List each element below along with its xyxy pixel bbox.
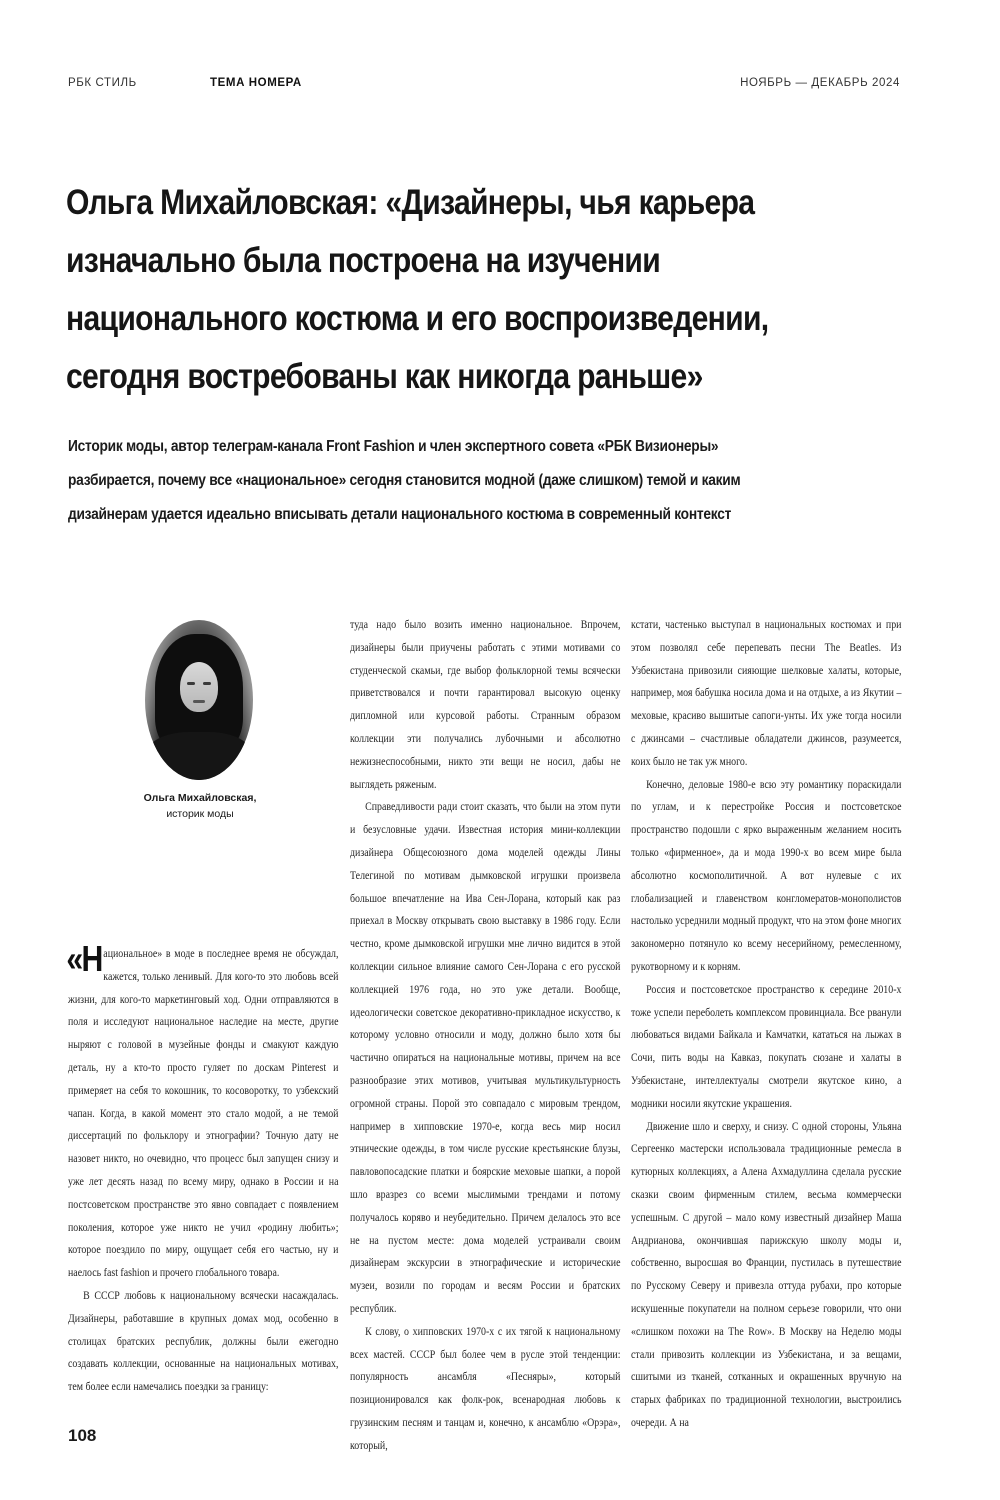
article-paragraph: Конечно, деловые 1980-е всю эту романтику пораскидали по углам, и к перестройке Россия и постсоветское пространство подошли с ярко выраженным желанием носить только «фирменное», да и мода 1990-х во всем мире была абсолютно космополитичной. А вот нулевые с их глобализацией и главенством конгломератов-монополистов настолько усреднили модный продукт, что на этом фоне многих закономерно потянуло ко всему несерийному, ремесленному, рукотворному и к корням. [631, 776, 902, 973]
drop-cap: «Н [66, 938, 102, 979]
article-paragraph: В СССР любовь к национальному всячески насаждалась. Дизайнеры, работавшие в крупных домах мод, особенно в столицах братских республик, должны были ежегодно создавать коллекции, основанные на национальных мотивах, тем более если намечались поездки за границу: [68, 1287, 339, 1394]
article-paragraph: Движение шло и сверху, и снизу. С одной стороны, Ульяна Сергеенко мастерски использовала традиционные ремесла в кутюрных коллекциях, а Алена Ахмадуллина сделала русские сказки своим фирменным стилем, весьма коммерчески успешным. С другой – мало кому известный дизайнер Маша Андрианова, окончившая парижскую школу моды и, собственно, выросшая во Франции, пустилась в путешествие по Русскому Северу и привезла оттуда рубахи, про которые искушенные покупатели на полном серьезе говорили, что они «слишком похожи на The Row». В Москву на Неделю моды стали привозить коллекции из Узбекистана, и за вещами, сшитыми из тканей, сотканных и окрашенных вручную на старых фабриках по традиционной технологии, выстроились очереди. А на [631, 1118, 902, 1429]
title-line: изначально была построена на изучении [66, 241, 661, 280]
article-paragraph: туда надо было возить именно национальное. Впрочем, дизайнеры были приучены работать с этими мотивами со студенческой скамьи, где выбор фольклорной темы всячески приветствовался и почти гарантировал высокую оценку дипломной или курсовой работы. Странным образом коллекции эти получались лубочными и абсолютно нежизнеспособными, никто эти вещи не носил, дабы не выглядеть ряженым. [350, 617, 621, 791]
magazine-name: РБК СТИЛЬ [68, 77, 137, 89]
title-line: Ольга Михайловская: «Дизайнеры, чья карьера [66, 183, 755, 222]
author-portrait [145, 620, 253, 780]
caption-name: Ольга Михайловская, [143, 792, 257, 804]
article-paragraph [66, 938, 339, 1284]
issue-date: НОЯБРЬ — ДЕКАБРЬ 2024 [740, 77, 900, 89]
article-column-3 [631, 613, 901, 1434]
portrait-caption [100, 790, 300, 822]
article-paragraph: Справедливости ради стоит сказать, что были на этом пути и безусловные удачи. Известная история мини-коллекции дизайнера Общесоюзного дома моделей одежды Лины Телегиной по мотивам дымковской игрушки произвела большое впечатление на Ива Сен-Лорана, который как раз приехал в Москву открывать свою выставку в 1986 году. Если честно, кроме дымковской игрушки мне лично видится в этой коллекции сильное влияние самого Сен-Лорана с его русской коллекцией 1976 года, но это уже детали. Вообще, идеологически советское декоративно-прикладное искусство, к которому условно относили и моду, должно было хотя бы частично опираться на национальные мотивы, причем на все разнообразие этих мотивов, учитывая мультикультурность огромной страны. Порой это совпадало с мировым трендом, например в хипповские 1970-е, когда весь мир носил этнические одежды, в том числе русские крестьянские блузы, павловопосадские платки и боярские меховые шапки, а порой шло вразрез со всеми мыслимыми трендами и потому получалось коряво и неубедительно. Причем делалось это все не на пустом месте: дома моделей устраивали своим дизайнерам экскурсии в этнографические и исторические музеи, возили по городам и весям России и братских республик. [350, 799, 621, 1315]
title-line: сегодня востребованы как никогда раньше» [66, 357, 703, 396]
portrait-body [145, 732, 253, 780]
portrait-face [180, 662, 218, 712]
portrait-eye [203, 682, 211, 685]
lead-line: Историк моды, автор телеграм-канала Front Fashion и член экспертного совета «РБК Визионеры» [68, 438, 719, 455]
page-number: 108 [68, 1426, 97, 1445]
title-line: национального костюма и его воспроизведении, [66, 299, 769, 338]
article-paragraph: Россия и постсоветское пространство к середине 2010-х тоже успели переболеть комплексом провинциала. Все рванули любоваться видами Байкала и Камчатки, кататься на лыжах в Сочи, пить воды на Кавказ, покупать сюзане и халаты в Узбекистане, интеллектуалы смотрели якутское кино, а модники носили якутские украшения. [631, 981, 902, 1110]
caption-role: историк моды [166, 808, 234, 820]
article-paragraph: кстати, частенько выступал в национальных костюмах и при этом позволял себе перепевать песни The Beatles. Из Узбекистана привозили сияющие шелковые халаты, которые, например, моя бабушка носила дома и на отдыхе, а из Якутии – меховые, красиво вышитые сапоги-унты. Их уже тогда носили с джинсами – счастливые обладатели джинсов, разумеется, коих было не так уж много. [631, 617, 902, 768]
portrait-eye [187, 682, 195, 685]
article-column-1 [66, 938, 339, 1398]
article-title [66, 174, 797, 406]
lead-line: разбирается, почему все «национальное» сегодня становится модной (даже слишком) темой и каким [68, 472, 741, 489]
article-paragraph: К слову, о хипповских 1970-х с их тягой к национальному всех мастей. СССР был более чем в русле этой тенденции: популярность ансамбля «Песняры», который позиционировался как фолк-рок, всенародная любовь к грузинским песням и танцам и, конечно, к ансамблю «Орэра», который, [350, 1323, 621, 1452]
article-lead [68, 430, 808, 532]
paragraph-text: ациональное» в моде в последнее время не обсуждал, кажется, только ленивый. Для кого-то это любовь всей жизни, для кого-то маркетинговый ход. Одни отправляются в поля и исследуют национальное наследие на месте, другие ныряют с головой в музейные фонды и смакуют каждую деталь, ну а кто-то просто гуляет по доскам Pinterest и примеряет на себя то кокошник, то косоворотку, то узбекский чапан. Когда, в какой момент это стало модой, а не темой диссертаций по фольклору и этнографии? Точную дату не назовет никто, но очевидно, что процесс был запущен снизу и уже лет десять назад по всему миру, однако в России и на постсоветском пространстве это явно совпадает с появлением поколения, которое уже никто не учил «родину любить»; которое поездило по миру, ощущает себя его частью, ну и наелось fast fashion и прочего глобального товара. [68, 946, 339, 1280]
section-name: ТЕМА НОМЕРА [210, 77, 302, 89]
portrait-lips [193, 700, 205, 703]
page-header [68, 77, 900, 93]
article-column-2 [350, 613, 620, 1456]
lead-line: дизайнерам удается идеально вписывать детали национального костюма в современный контекст [68, 506, 732, 523]
